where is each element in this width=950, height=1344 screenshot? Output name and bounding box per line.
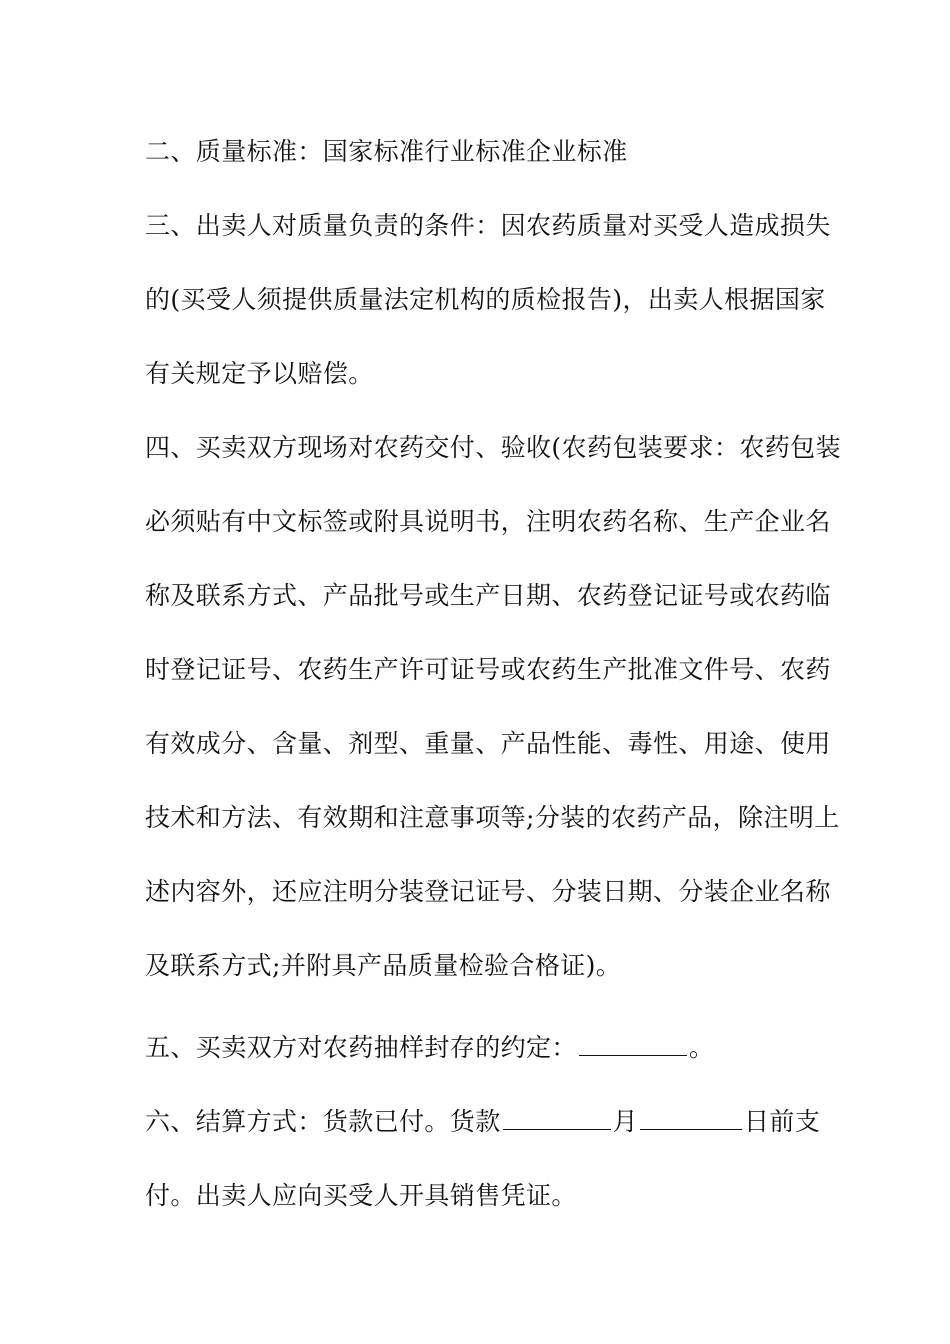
clause-5-end: 。 xyxy=(688,1033,715,1062)
clause-4-line-3: 称及联系方式、产品批号或生产日期、农药登记证号或农药临 xyxy=(145,581,831,610)
clause-6-line-1 xyxy=(145,1107,825,1137)
clause-6-text-b: 月 xyxy=(612,1107,639,1136)
clause-6-day-blank[interactable] xyxy=(640,1107,742,1130)
clause-3-line-2: 的(买受人须提供质量法定机构的质检报告)，出卖人根据国家 xyxy=(145,285,826,314)
clause-4-line-7: 述内容外，还应注明分装登记证号、分装日期、分装企业名称 xyxy=(145,877,831,906)
clause-4-line-5: 有效成分、含量、剂型、重量、产品性能、毒性、用途、使用 xyxy=(145,729,831,758)
clause-4-line-6: 技术和方法、有效期和注意事项等;分装的农药产品，除注明上 xyxy=(145,803,840,832)
clause-6-line-2: 付。出卖人应向买受人开具销售凭证。 xyxy=(145,1181,577,1210)
clause-2-quality-standard: 二、质量标准：国家标准行业标准企业标准 xyxy=(145,137,628,166)
clause-3-line-1: 三、出卖人对质量负责的条件：因农药质量对买受人造成损失 xyxy=(145,211,831,240)
clause-4-line-8: 及联系方式;并附具产品质量检验合格证)。 xyxy=(145,951,622,980)
clause-6-month-blank[interactable] xyxy=(503,1107,611,1130)
clause-5-text: 五、买卖双方对农药抽样封存的约定： xyxy=(145,1033,577,1062)
clause-5-sampling-agreement xyxy=(145,1033,825,1063)
clause-5-blank[interactable] xyxy=(579,1033,687,1056)
clause-4-line-4: 时登记证号、农药生产许可证号或农药生产批准文件号、农药 xyxy=(145,655,831,684)
clause-6-text-a: 六、结算方式：货款已付。货款 xyxy=(145,1107,501,1136)
clause-4-line-1: 四、买卖双方现场对农药交付、验收(农药包装要求：农药包装 xyxy=(145,433,841,462)
clause-4-line-2: 必须贴有中文标签或附具说明书，注明农药名称、生产企业名 xyxy=(145,507,831,536)
clause-3-line-3: 有关规定予以赔偿。 xyxy=(145,359,374,388)
clause-6-text-c: 日前支 xyxy=(744,1107,821,1136)
